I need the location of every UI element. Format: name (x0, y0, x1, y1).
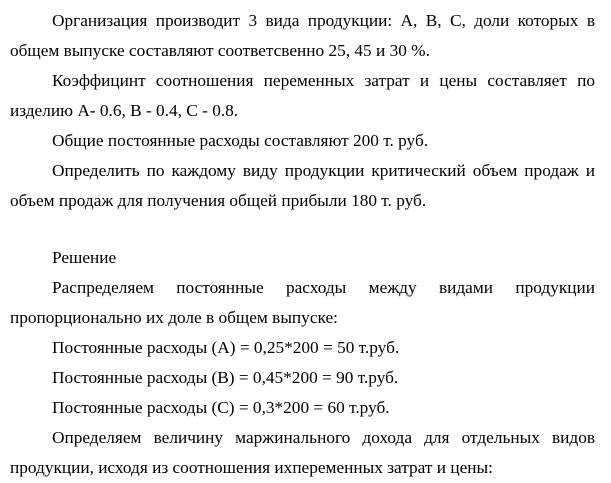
fixed-costs-line: Общие постоянные расходы составляют 200 т. руб. (52, 131, 429, 150)
task-line-2: объем продаж для получения общей прибыли 180 т. руб. (10, 191, 427, 210)
task-line-1: Определить по каждому виду продукции критический объем продаж и (52, 161, 595, 180)
coefficient-line-2: изделию А- 0.6, В - 0.4, С - 0.8. (10, 101, 239, 120)
solution-heading: Решение (52, 248, 117, 267)
coefficient-line-1: Коэффицинт соотношения переменных затрат и цены составляет по (52, 71, 595, 90)
problem-line-1: Организация производит 3 вида продукции: А, В, С, доли которых в (52, 11, 595, 30)
margin-line-2: продукции, исходя из соотношения ихпеременных затрат и цены: (10, 458, 493, 477)
distribution-line-1: Распределяем постоянные расходы между видами продукции (52, 278, 595, 297)
distribution-line-2: пропорционально их доле в общем выпуске: (10, 308, 338, 327)
fixed-costs-a: Постоянные расходы (А) = 0,25*200 = 50 т.руб. (52, 338, 400, 357)
problem-line-2: общем выпуске составляют соответсвенно 25, 45 и 30 %. (10, 41, 430, 60)
margin-line-1: Определяем величину маржинального дохода для отдельных видов (52, 428, 595, 447)
fixed-costs-c: Постоянные расходы (С) = 0,3*200 = 60 т.руб. (52, 398, 390, 417)
fixed-costs-b: Постоянные расходы (В) = 0,45*200 = 90 т.руб. (52, 368, 399, 387)
